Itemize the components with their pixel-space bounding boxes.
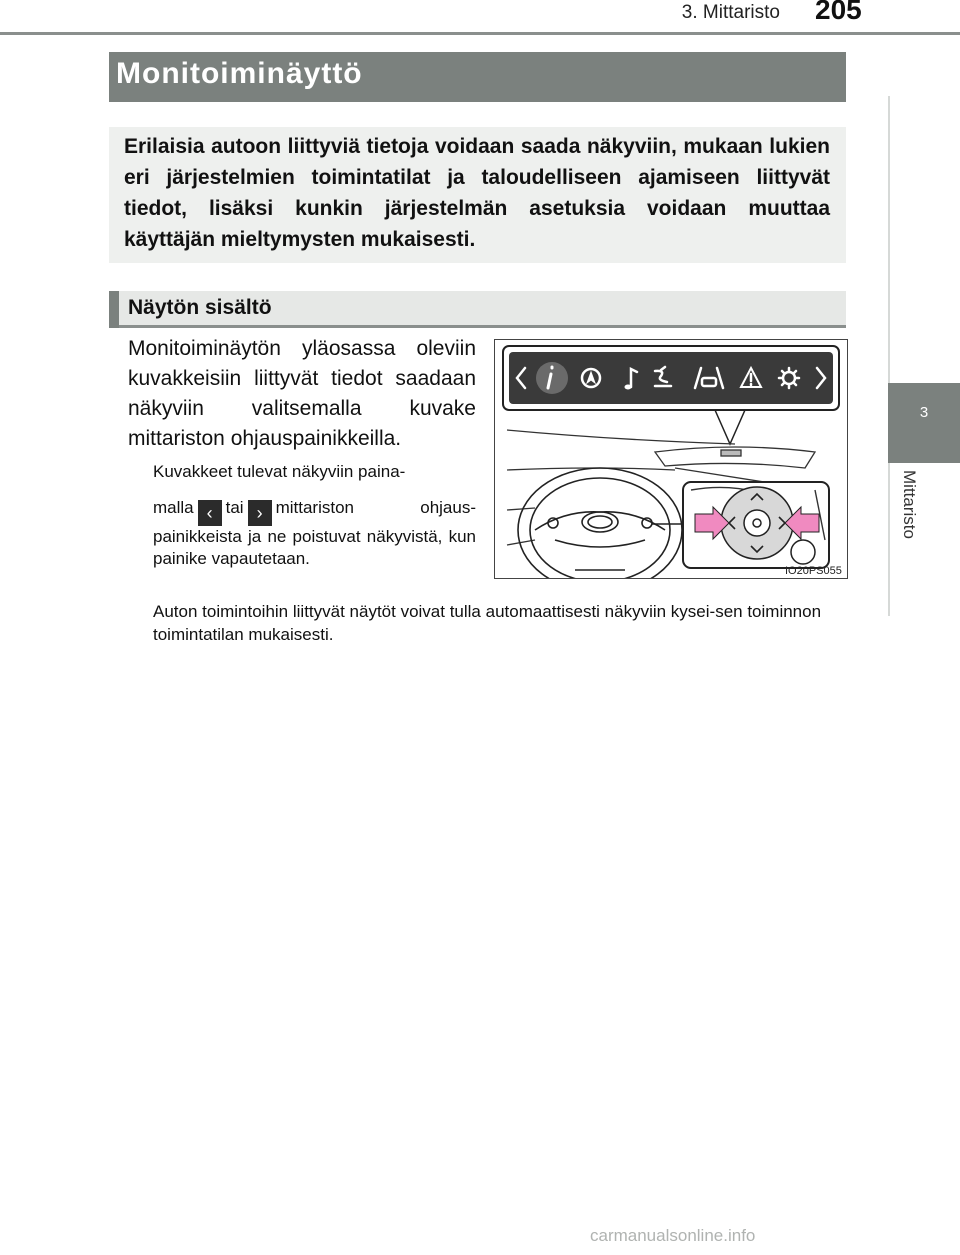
side-tab-line: [888, 96, 890, 616]
note-text-tai: tai: [225, 498, 244, 517]
back-button: [791, 540, 815, 564]
page-title: Monitoiminäyttö: [116, 57, 363, 90]
header-rule: [0, 32, 960, 35]
body-paragraph: Monitoiminäytön yläosassa oleviin kuvakkeisiin liittyvät tiedot saadaan näkyviin valitsemalla kuvake mittariston ohjauspainikkeilla.: [128, 337, 476, 450]
info-icon: [536, 362, 568, 394]
page-number: 205: [815, 0, 862, 25]
steering-wheel: [518, 468, 682, 578]
ok-button: [744, 510, 770, 536]
watermark: carmanualsonline.info: [590, 1226, 756, 1245]
chapter-tab-label: Mittaristo: [900, 470, 919, 539]
intro-text: Erilaisia autoon liittyviä tietoja voidaan saada näkyviin, mukaan lukien eri järjestelmien toimintatilat ja taloudelliseen ajamiseen liittyvät tiedot, lisäksi kunkin järjestelmän asetuksia voidaan muuttaa käyttäjän mieltymysten mukaisesti.: [124, 135, 830, 251]
note-text-malla: malla: [153, 498, 194, 517]
chapter-tab[interactable]: 3: [888, 383, 960, 463]
dash-top-line: [507, 430, 735, 444]
dashboard-illustration: [495, 340, 847, 578]
section-heading: Näytön sisältö: [128, 296, 272, 319]
figure-code: IO20PS055: [785, 565, 842, 577]
dashboard-figure: [494, 339, 848, 579]
right-key-icon: ›: [248, 500, 272, 526]
chapter-header: 3. Mittaristo: [681, 2, 780, 23]
note-automatic: Auton toimintoihin liittyvät näytöt voivat tulla automaattisesti näkyviin kysei-sen toiminnon toimintatilan mukaisesti.: [153, 602, 822, 644]
left-key-icon: ‹: [198, 500, 222, 526]
section-marker: [109, 291, 119, 328]
note-line-1: Kuvakkeet tulevat näkyviin paina-: [153, 462, 406, 481]
note-text-rest: mittariston ohjaus-painikkeista ja ne poistuvat näkyvistä, kun painike vapautetaan.: [153, 498, 476, 568]
note-icons: [153, 461, 476, 570]
